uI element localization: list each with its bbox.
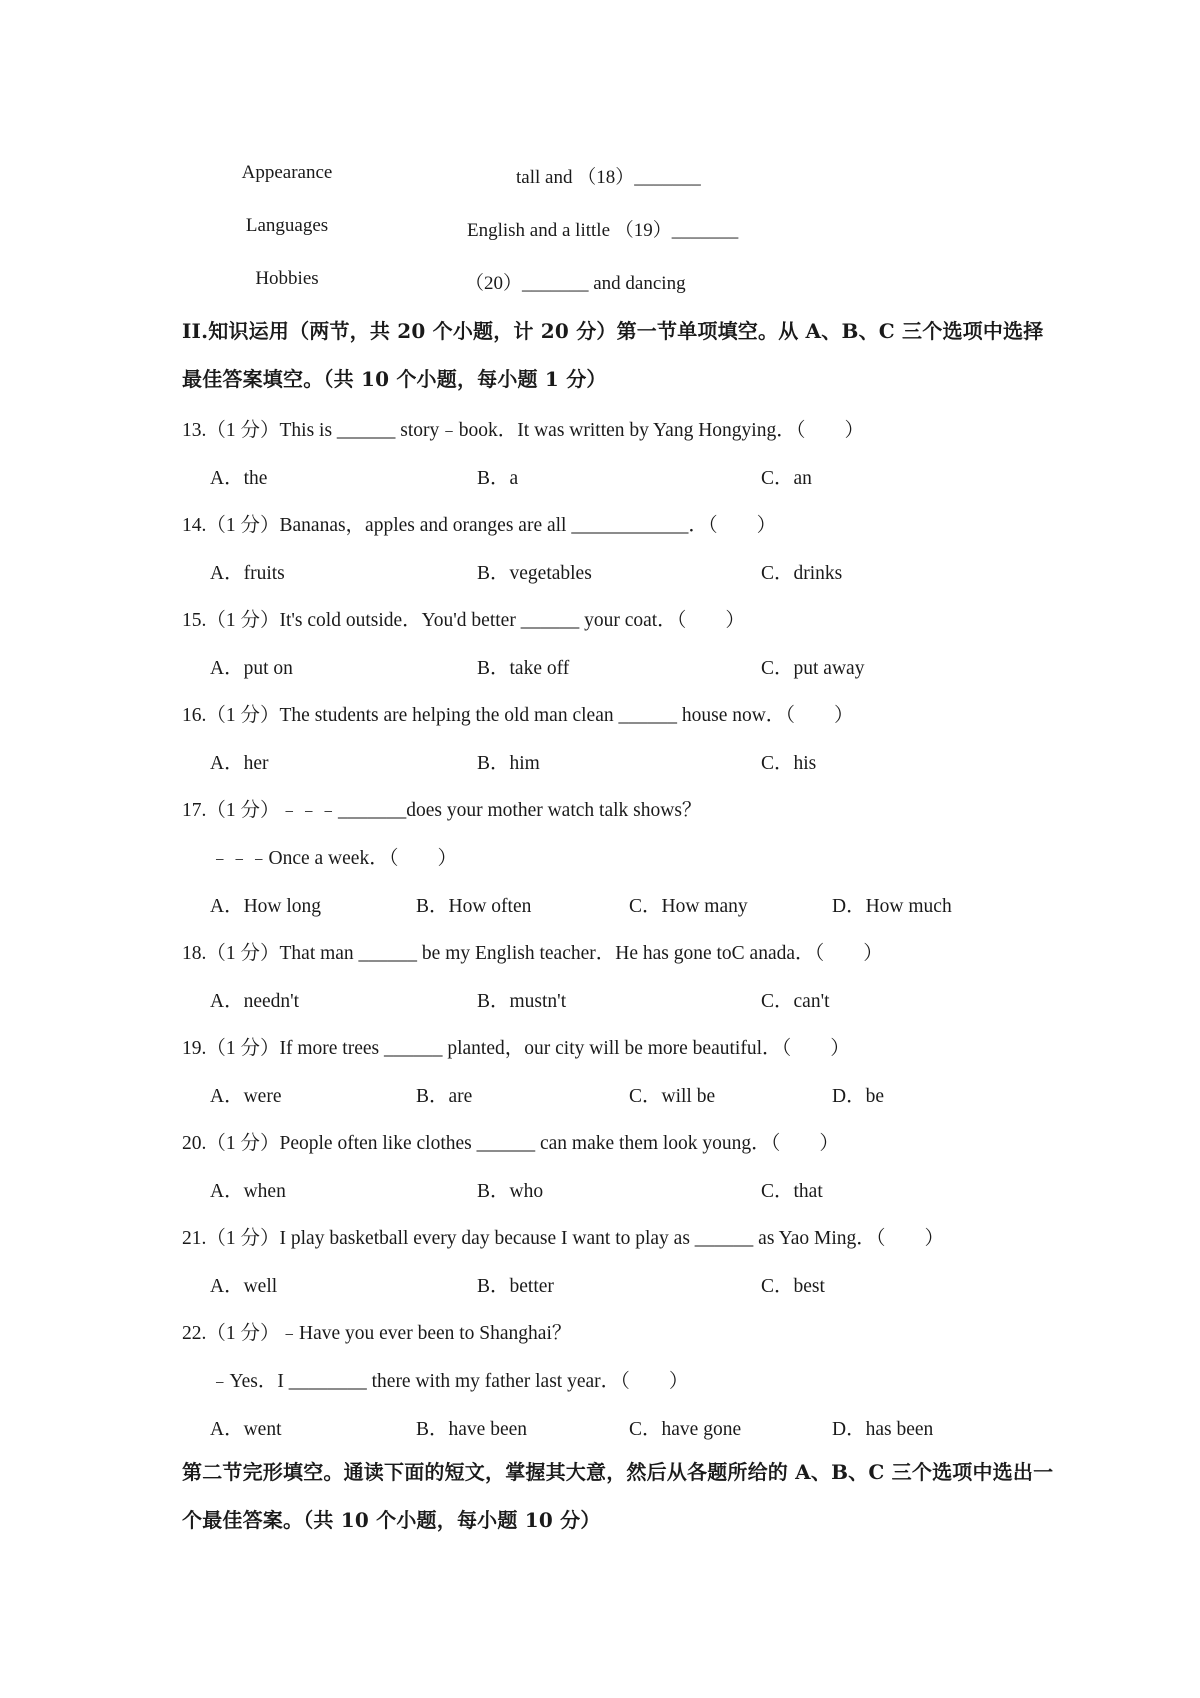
question-stem: 20.（1 分）People often like clothes ______ can make them look young．（ ） (182, 1133, 839, 1154)
option-b[interactable]: B．vegetables (477, 563, 592, 584)
info-row-appearance (0, 162, 1200, 192)
option-d[interactable]: D．How much (832, 896, 952, 917)
option-a[interactable]: A．went (210, 1419, 282, 1440)
option-c[interactable]: C．his (761, 753, 817, 774)
question-stem-line2: ﹣Yes．I ________ there with my father last year．（ ） (210, 1371, 689, 1392)
option-b[interactable]: B．mustn't (477, 991, 567, 1012)
option-c[interactable]: C．an (761, 468, 812, 489)
question-stem-line2: ﹣﹣﹣Once a week．（ ） (210, 848, 457, 869)
info-row-hobbies (0, 268, 1200, 298)
question-stem: 15.（1 分）It's cold outside．You'd better ______ your coat．（ ） (182, 610, 745, 631)
option-b[interactable]: B．are (416, 1086, 473, 1107)
option-c[interactable]: C．How many (629, 896, 748, 917)
option-b[interactable]: B．have been (416, 1419, 528, 1440)
option-c[interactable]: C．will be (629, 1086, 716, 1107)
question-stem: 21.（1 分）I play basketball every day because I want to play as ______ as Yao Ming．（ ） (182, 1228, 944, 1249)
option-b[interactable]: B．take off (477, 658, 570, 679)
question-stem: 16.（1 分）The students are helping the old man clean ______ house now．（ ） (182, 705, 854, 726)
option-b[interactable]: B．who (477, 1181, 544, 1202)
question-stem: 14.（1 分）Bananas，apples and oranges are all ____________．（ ） (182, 515, 777, 536)
option-b[interactable]: B．a (477, 468, 519, 489)
option-a[interactable]: A．well (210, 1276, 278, 1297)
option-b[interactable]: B．him (477, 753, 540, 774)
question-stem: 19.（1 分）If more trees ______ planted，our city will be more beautiful．（ ） (182, 1038, 850, 1059)
info-value: English and a little （19）_______ (467, 220, 739, 241)
option-d[interactable]: D．be (832, 1086, 884, 1107)
option-d[interactable]: D．has been (832, 1419, 934, 1440)
option-a[interactable]: A．fruits (210, 563, 285, 584)
option-c[interactable]: C．drinks (761, 563, 843, 584)
option-a[interactable]: A．put on (210, 658, 293, 679)
cloze-section-heading: 第二节完形填空。通读下面的短文，掌握其大意，然后从各题所给的 A、B、C 三个选项中选出一个最佳答案。（共 10 个小题，每小题 10 分） (182, 1460, 1054, 1532)
option-c[interactable]: C．can't (761, 991, 830, 1012)
question-stem: 18.（1 分）That man ______ be my English teacher．He has gone toC anada．（ ） (182, 943, 883, 964)
option-c[interactable]: C．have gone (629, 1419, 742, 1440)
question-stem: 22.（1 分）﹣Have you ever been to Shanghai？ (182, 1323, 572, 1344)
info-value: tall and （18）_______ (516, 167, 701, 188)
option-a[interactable]: A．her (210, 753, 269, 774)
option-a[interactable]: A．were (210, 1086, 282, 1107)
option-c[interactable]: C．put away (761, 658, 865, 679)
info-label: Hobbies (255, 268, 319, 289)
section-heading: II.知识运用（两节，共 20 个小题，计 20 分）第一节单项填空。从 A、B、C 三个选项中选择最佳答案填空。（共 10 个小题，每小题 1 分） (182, 319, 1044, 391)
info-value: （20）_______ and dancing (465, 273, 686, 294)
question-stem: 13.（1 分）This is ______ story﹣book．It was written by Yang Hongying．（ ） (182, 420, 864, 441)
info-label: Appearance (241, 162, 333, 183)
option-b[interactable]: B．How often (416, 896, 532, 917)
option-a[interactable]: A．when (210, 1181, 286, 1202)
info-label: Languages (245, 215, 329, 236)
option-b[interactable]: B．better (477, 1276, 554, 1297)
option-a[interactable]: A．How long (210, 896, 322, 917)
option-a[interactable]: A．the (210, 468, 268, 489)
option-c[interactable]: C．best (761, 1276, 825, 1297)
question-stem: 17.（1 分）﹣﹣﹣_______does your mother watch talk shows？ (182, 800, 702, 821)
option-c[interactable]: C．that (761, 1181, 823, 1202)
option-a[interactable]: A．needn't (210, 991, 300, 1012)
info-row-languages (0, 215, 1200, 245)
